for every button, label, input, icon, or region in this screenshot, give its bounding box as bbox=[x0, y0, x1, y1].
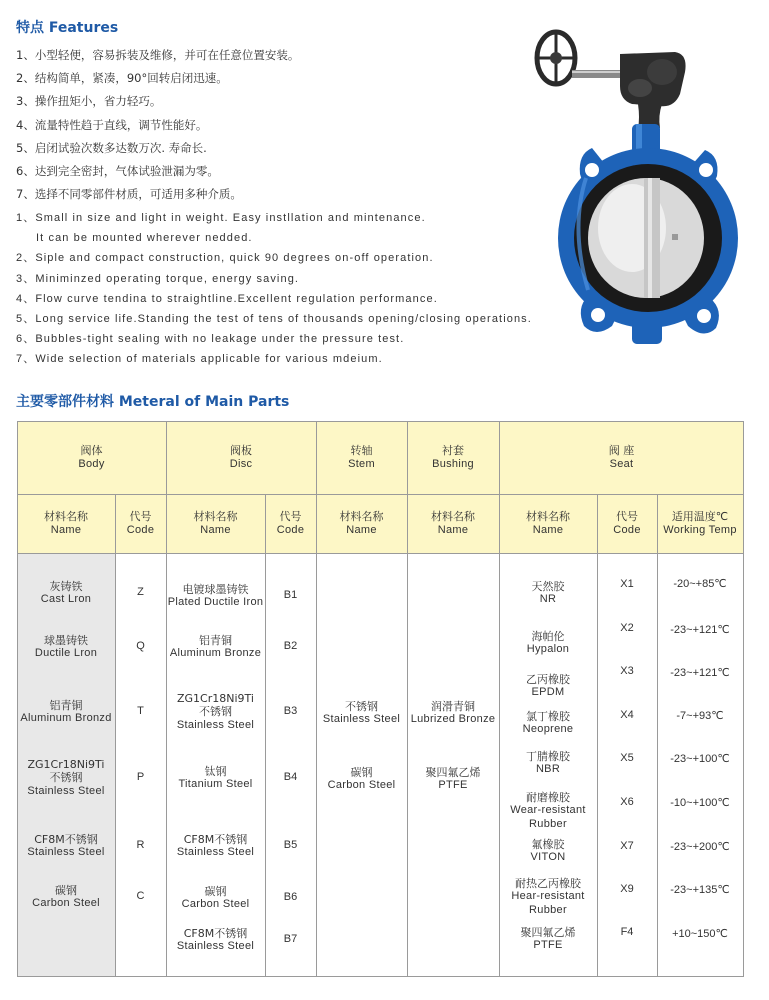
subheader-code-en: Code bbox=[126, 523, 155, 536]
disc-code: B7 bbox=[283, 933, 298, 946]
stem-name-en: Stainless Steel bbox=[322, 713, 401, 725]
disc-name-en: Plated Ductile Iron bbox=[167, 596, 264, 608]
seat-name-zh: 氟橡胶 bbox=[531, 837, 565, 851]
body-name-zh-2: 不锈钢 bbox=[49, 771, 83, 785]
seat-temp: -23~+200℃ bbox=[670, 841, 730, 854]
seat-code: X5 bbox=[620, 752, 634, 765]
stem-row bbox=[316, 759, 407, 799]
disc-row bbox=[166, 878, 265, 918]
body-name-en: Ductile Lron bbox=[34, 647, 98, 659]
features-title: 特点 Features bbox=[16, 20, 119, 36]
seat-name-en-2: Rubber bbox=[529, 817, 567, 830]
seat-name-zh: 耐磨橡胶 bbox=[526, 790, 570, 804]
seat-name-zh: 氯丁橡胶 bbox=[526, 709, 570, 723]
seat-row bbox=[499, 573, 597, 613]
seat-row bbox=[499, 623, 597, 663]
disc-name-zh: CF8M不锈钢 bbox=[183, 926, 248, 940]
subheader-name-en: Name bbox=[200, 523, 231, 536]
seat-temp: +10~150℃ bbox=[672, 928, 728, 941]
header-body bbox=[17, 421, 166, 494]
seat-name-zh: 天然胶 bbox=[531, 579, 565, 593]
disc-code: B5 bbox=[283, 839, 298, 852]
body-row bbox=[17, 877, 115, 917]
body-name-zh: CF8M不锈钢 bbox=[34, 832, 98, 846]
subheader-code-en: Code bbox=[276, 523, 305, 536]
seat-temp: -20~+85℃ bbox=[673, 578, 727, 591]
stem-name-zh: 碳钢 bbox=[350, 765, 373, 779]
disc-name-en: Stainless Steel bbox=[176, 940, 255, 952]
subheader-body-name bbox=[17, 494, 115, 553]
disc-name-zh: 铝青铜 bbox=[199, 633, 232, 647]
header-seat-zh: 阀 座 bbox=[608, 444, 635, 457]
seat-name-en: EPDM bbox=[531, 686, 565, 698]
disc-row bbox=[166, 627, 265, 667]
feature-en-item: 3、Miniminzed operating torque, energy saving. bbox=[16, 272, 300, 285]
seat-temp: -23~+135℃ bbox=[670, 884, 730, 897]
header-seat bbox=[499, 421, 744, 494]
subheader-code-zh: 代号 bbox=[279, 510, 302, 523]
header-body-zh: 阀体 bbox=[80, 444, 103, 457]
disc-name-zh: 电镀球墨铸铁 bbox=[182, 582, 249, 596]
header-stem bbox=[316, 421, 407, 494]
seat-code: X3 bbox=[620, 665, 634, 678]
disc-code: B2 bbox=[283, 640, 298, 653]
disc-name-en: Stainless Steel bbox=[176, 718, 255, 731]
seat-temp: -10~+100℃ bbox=[670, 797, 730, 810]
disc-code: B4 bbox=[283, 771, 298, 784]
subheader-code-zh: 代号 bbox=[129, 510, 152, 523]
header-body-en: Body bbox=[78, 457, 105, 470]
body-row bbox=[17, 692, 115, 732]
feature-zh-item: 6、达到完全密封，气体试验泄漏为零。 bbox=[16, 164, 219, 179]
feature-en-item: 7、Wide selection of materials applicable for various mdeium. bbox=[16, 353, 383, 366]
subheader-disc-code bbox=[265, 494, 316, 553]
subheader-name-zh: 材料名称 bbox=[526, 510, 570, 523]
body-name-zh: 铝青铜 bbox=[49, 698, 83, 712]
header-bushing-en: Bushing bbox=[432, 457, 474, 470]
body-name-en: Cast Lron bbox=[40, 593, 92, 605]
seat-row bbox=[499, 919, 597, 959]
seat-name-zh: 耐热乙丙橡胶 bbox=[515, 876, 581, 890]
feature-en-item: 5、Long service life.Standing the test of tens of thousands opening/closing operations. bbox=[16, 313, 532, 326]
header-disc bbox=[166, 421, 316, 494]
header-bushing bbox=[407, 421, 499, 494]
disc-name-en: Titanium Steel bbox=[178, 778, 253, 790]
disc-row bbox=[166, 920, 265, 960]
subheader-name-en: Name bbox=[50, 523, 82, 536]
feature-zh-item: 5、启闭试验次数多达数万次. 寿命长. bbox=[16, 140, 207, 155]
subheader-seat-name bbox=[499, 494, 597, 553]
gearbox-icon bbox=[620, 52, 686, 128]
disc-row bbox=[166, 686, 265, 738]
butterfly-valve-image bbox=[520, 28, 740, 358]
seat-name-en: VITON bbox=[530, 851, 566, 863]
bushing-name-zh: 聚四氟乙烯 bbox=[425, 765, 481, 779]
seat-row bbox=[499, 703, 597, 743]
disc-name-en: Stainless Steel bbox=[176, 846, 255, 858]
disc-name-zh: 钛钢 bbox=[204, 764, 227, 778]
feature-en-item: 1、Small in size and light in weight. Easy instllation and mintenance. bbox=[16, 212, 426, 224]
disc-name-en: Carbon Steel bbox=[181, 898, 250, 910]
subheader-name-en: Name bbox=[437, 523, 469, 536]
disc-name-zh: 碳钢 bbox=[204, 884, 227, 898]
seat-code: X1 bbox=[620, 578, 634, 591]
body-name-en: Stainless Steel bbox=[27, 784, 105, 797]
body-code: Q bbox=[136, 640, 145, 653]
seat-name-en: PTFE bbox=[533, 939, 563, 951]
feature-zh-item: 3、操作扭矩小，省力轻巧。 bbox=[16, 94, 162, 109]
seat-code: F4 bbox=[620, 926, 634, 939]
seat-name-zh: 海帕伦 bbox=[531, 629, 565, 643]
bushing-name-en: PTFE bbox=[438, 779, 468, 791]
stem-name-en: Carbon Steel bbox=[327, 779, 396, 791]
header-bushing-zh: 衬套 bbox=[442, 444, 464, 457]
feature-en-item: It can be mounted wherever nedded. bbox=[36, 232, 253, 245]
disc-row bbox=[166, 576, 265, 616]
parts-title: 主要零部件材料 Meteral of Main Parts bbox=[16, 394, 290, 410]
handwheel-icon bbox=[537, 32, 575, 84]
seat-code: X7 bbox=[620, 840, 634, 853]
stem-name-zh: 不锈钢 bbox=[345, 699, 378, 713]
seat-name-zh: 聚四氟乙烯 bbox=[520, 925, 576, 939]
body-name-zh: 灰铸铁 bbox=[49, 579, 83, 593]
subheader-name-zh: 材料名称 bbox=[431, 510, 475, 523]
header-seat-en: Seat bbox=[609, 457, 634, 470]
seat-name-en: NBR bbox=[535, 763, 561, 775]
seat-code: X4 bbox=[620, 709, 634, 722]
body-name-zh: 碳钢 bbox=[55, 883, 77, 897]
seat-temp: -23~+121℃ bbox=[670, 667, 730, 680]
seat-row bbox=[499, 666, 597, 706]
subheader-seat-code bbox=[597, 494, 657, 553]
subheader-name-zh: 材料名称 bbox=[44, 510, 88, 523]
subheader-disc-name bbox=[166, 494, 265, 553]
seat-name-zh: 丁腈橡胶 bbox=[526, 749, 570, 763]
seat-temp: -23~+121℃ bbox=[670, 624, 730, 637]
seat-name-en: Wear-resistant bbox=[510, 804, 586, 817]
subheader-name-zh: 材料名称 bbox=[193, 510, 238, 523]
feature-zh-item: 2、结构简单，紧凑，90°回转启闭迅速。 bbox=[16, 71, 228, 86]
body-row bbox=[17, 573, 115, 613]
seat-code: X9 bbox=[620, 883, 634, 896]
seat-row bbox=[499, 743, 597, 783]
subheader-stem-name bbox=[316, 494, 407, 553]
header-stem-en: Stem bbox=[348, 457, 375, 470]
seat-name-en: Hypalon bbox=[526, 643, 570, 655]
features-list-zh bbox=[16, 44, 516, 206]
subheader-name-en: Name bbox=[532, 523, 564, 536]
seat-row bbox=[499, 831, 597, 871]
body-code: P bbox=[136, 771, 145, 784]
feature-en-item: 4、Flow curve tendina to straightline.Excellent regulation performance. bbox=[16, 292, 438, 305]
body-code: T bbox=[137, 705, 144, 718]
seat-name-en: Hear-resistant bbox=[511, 890, 585, 903]
disc-name-zh: ZG1Cr18Ni9Ti bbox=[177, 691, 254, 705]
bushing-row bbox=[407, 693, 499, 733]
body-code: C bbox=[136, 890, 145, 903]
body-code: R bbox=[136, 839, 145, 852]
subheader-name-zh: 材料名称 bbox=[339, 510, 384, 523]
disc-name-zh: CF8M不锈钢 bbox=[183, 832, 248, 846]
disc-code: B3 bbox=[283, 705, 298, 718]
subheader-temp-zh: 适用温度℃ bbox=[671, 510, 729, 523]
disc-name-zh-2: 不锈钢 bbox=[199, 705, 232, 719]
subheader-body-code bbox=[115, 494, 166, 553]
seat-code: X2 bbox=[620, 622, 634, 635]
body-name-zh: ZG1Cr18Ni9Ti bbox=[27, 757, 105, 771]
stem-row bbox=[316, 693, 407, 733]
subheader-code-en: Code bbox=[613, 523, 641, 536]
feature-en-item: 2、Siple and compact construction, quick 90 degrees on-off operation. bbox=[16, 252, 434, 265]
features-list-en bbox=[16, 208, 576, 370]
disc-row bbox=[166, 758, 265, 798]
bushing-name-zh: 润滑青铜 bbox=[431, 699, 475, 713]
body-name-en: Carbon Steel bbox=[32, 897, 100, 909]
subheader-seat-temp bbox=[657, 494, 743, 553]
bushing-row bbox=[407, 759, 499, 799]
subheader-temp-en: Working Temp bbox=[663, 523, 737, 536]
seat-row bbox=[499, 869, 597, 925]
header-disc-en: Disc bbox=[229, 457, 253, 470]
body-row bbox=[17, 627, 115, 667]
seat-name-zh: 乙丙橡胶 bbox=[526, 672, 570, 686]
body-row bbox=[17, 752, 115, 804]
body-name-en: Stainless Steel bbox=[27, 846, 105, 858]
body-code: Z bbox=[137, 586, 144, 599]
feature-zh-item: 4、流量特性趋于直线，调节性能好。 bbox=[16, 117, 208, 132]
seat-code: X6 bbox=[620, 796, 634, 809]
header-stem-zh: 转轴 bbox=[350, 444, 373, 457]
disc-code: B6 bbox=[283, 891, 298, 904]
disc-code: B1 bbox=[283, 589, 298, 602]
subheader-code-zh: 代号 bbox=[616, 510, 638, 523]
feature-zh-item: 7、选择不同零部件材质，可适用多种介质。 bbox=[16, 187, 242, 202]
seat-name-en: NR bbox=[539, 593, 557, 605]
feature-en-item: 6、Bubbles-tight sealing with no leakage under the pressure test. bbox=[16, 333, 405, 346]
body-name-zh: 球墨铸铁 bbox=[44, 633, 88, 647]
header-disc-zh: 阀板 bbox=[230, 444, 252, 457]
bushing-name-en: Lubrized Bronze bbox=[410, 713, 496, 725]
feature-zh-item: 1、小型轻便，容易拆装及维修，并可在任意位置安装。 bbox=[16, 48, 300, 62]
seat-temp: -7~+93℃ bbox=[676, 710, 724, 723]
body-name-en: Aluminum Bronzd bbox=[20, 712, 112, 724]
seat-temp: -23~+100℃ bbox=[670, 753, 730, 766]
disc-name-en: Aluminum Bronze bbox=[169, 647, 262, 659]
seat-name-en: Neoprene bbox=[522, 723, 574, 735]
subheader-bushing-name bbox=[407, 494, 499, 553]
disc-row bbox=[166, 826, 265, 866]
body-row bbox=[17, 826, 115, 866]
materials-table bbox=[17, 421, 744, 977]
subheader-name-en: Name bbox=[346, 523, 377, 536]
seat-name-en-2: Rubber bbox=[529, 903, 567, 916]
